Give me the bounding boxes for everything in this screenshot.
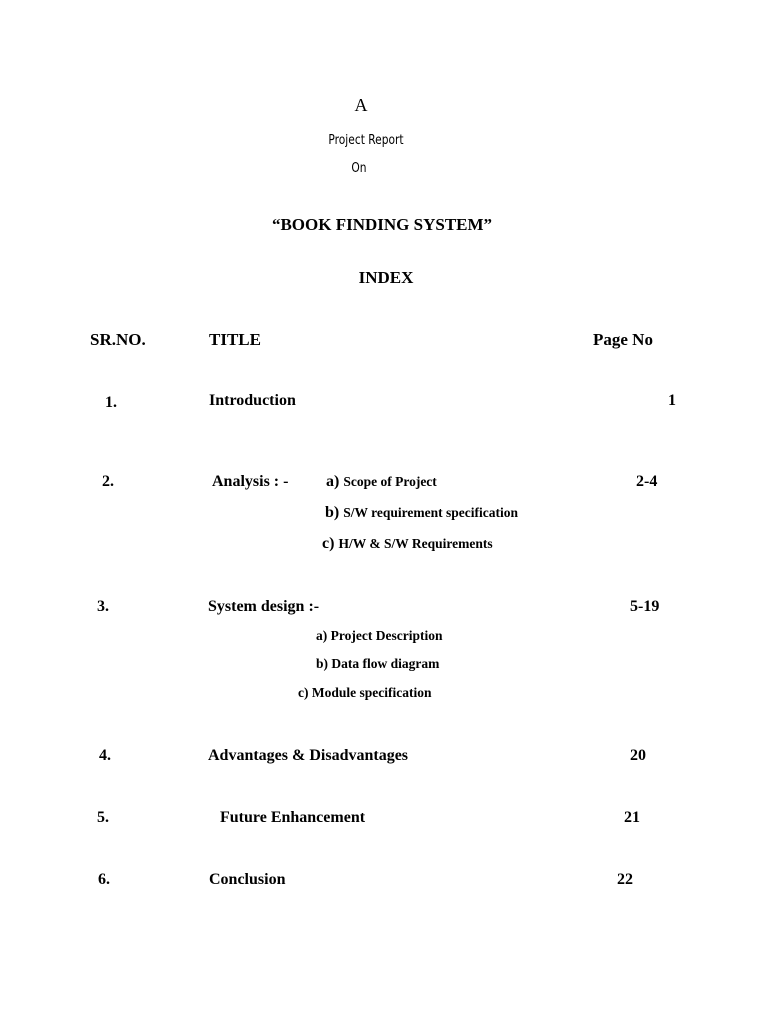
- entry-page: 5-19: [630, 598, 660, 615]
- entry-title: Analysis : -: [212, 473, 289, 490]
- sub-item-letter: c): [322, 535, 335, 552]
- sub-item: b) Data flow diagram: [316, 656, 440, 671]
- entry-page: 20: [630, 747, 646, 764]
- entry-number: 5.: [97, 809, 109, 826]
- sub-item-text: H/W & S/W Requirements: [338, 536, 493, 551]
- column-header-title: TITLE: [209, 330, 261, 349]
- entry-page: 22: [617, 871, 633, 888]
- entry-number: 1.: [105, 394, 117, 411]
- sub-item-letter: a): [326, 473, 340, 490]
- entry-number: 3.: [97, 598, 109, 615]
- column-header-srno: SR.NO.: [90, 330, 146, 349]
- entry-number: 2.: [102, 473, 114, 490]
- sub-item: c) Module specification: [298, 685, 432, 700]
- entry-title: Conclusion: [209, 871, 286, 888]
- entry-page: 1: [668, 392, 676, 409]
- project-title: “BOOK FINDING SYSTEM”: [271, 215, 493, 234]
- sub-item-text: S/W requirement specification: [343, 505, 518, 520]
- title-article: A: [354, 95, 368, 115]
- sub-item-text: Scope of Project: [343, 474, 437, 489]
- sub-item: a) Project Description: [316, 628, 443, 643]
- entry-number: 6.: [98, 871, 110, 888]
- entry-title: System design :-: [208, 598, 320, 615]
- index-heading: INDEX: [358, 268, 414, 287]
- sub-item: [325, 505, 518, 521]
- sub-item-letter: b): [325, 504, 340, 521]
- entry-title: Advantages & Disadvantages: [208, 747, 409, 764]
- sub-item: [326, 474, 437, 490]
- entry-title: Introduction: [209, 392, 296, 409]
- report-subtitle: Project Report: [328, 133, 404, 148]
- entry-page: 21: [624, 809, 640, 826]
- report-on: On: [351, 161, 367, 176]
- column-header-page: Page No: [593, 330, 653, 349]
- entry-title: Future Enhancement: [220, 809, 366, 826]
- sub-item: [322, 536, 493, 552]
- entry-number: 4.: [99, 747, 111, 764]
- entry-page: 2-4: [636, 473, 658, 490]
